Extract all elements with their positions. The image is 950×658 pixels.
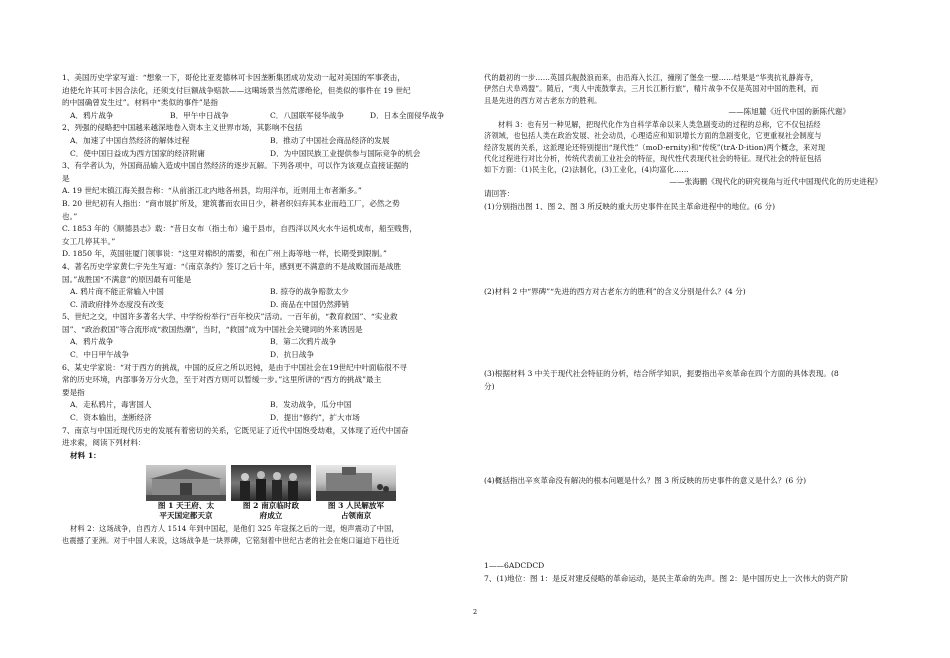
q6-line: 6、某史学家说：“对于西方的挑战，中国的反应之所以迟钝，是由于中国社会在19世纪中叶面临很不寻: [62, 362, 407, 372]
material3-line: 经济发展的关系，这派理论还特别提出“现代性”（moD·ernity)和“传统”(trA·D·ition)两个概念，来对现: [484, 142, 826, 152]
material2-source: ——陈旭麓《近代中国的新陈代谢》: [728, 107, 850, 117]
q3-line: 是: [62, 173, 70, 183]
q1-option-b: B．甲午中日战争: [170, 110, 229, 120]
figure-1-caption: 平天国定都天京: [159, 511, 213, 521]
subquestion-3: (3)根据材料 3 中关于现代社会特征的分析，结合所学知识，扼要指出辛亥革命在四个方面的具体表现。(8: [484, 369, 839, 379]
q4-option-d: D. 商品在中国仍然滞销: [270, 299, 349, 309]
q2-option-b: B．推动了中国社会商品经济的发展: [270, 135, 390, 145]
q4-option-a: A. 鸦片商不能正常输入中国: [70, 287, 164, 297]
material2-continued: 且是先进的西方对古老东方的胜利。: [484, 95, 602, 105]
figure-photos: [146, 465, 470, 521]
q1-line: 迫使允许其可卡因合法化，还须支付巨额战争赔款——这噶场景当然荒谬绝伦，但类似的事件在 19 世纪: [62, 85, 411, 95]
page-number: 2: [473, 608, 478, 616]
q3-line: 3、有学者认为，外国商品输入造成中国自然经济的逐步瓦解。下列各项中，可以作为该观点直接证据的: [62, 161, 409, 171]
q3-line: 也。”: [62, 211, 78, 221]
material3-line: 代化过程进行对比分析，传统代表前工业社会的特征，现代性代表现代社会的特征。现代社会的特征包括: [484, 154, 822, 164]
q3-line: D. 1850 年，英国驻厦门领事说：“这里对棉织的需要，和在广州上海等地一样，长期受到限制。”: [62, 249, 387, 259]
answer-space: [484, 488, 892, 560]
q5-options-row: [62, 349, 470, 362]
q1-line: 1、美国历史学家写道：“想象一下，哥伦比亚麦德林可卡因垄断集团成功发动一起对美国的军事袭击，: [62, 73, 405, 82]
figure-1-photo: [146, 465, 226, 501]
q3-line: C. 1853 年的《顺德县志》载：“昔日女布（指土布）遍于县市，自西洋以风火水牛运机成布，船至贱售，: [62, 224, 417, 234]
answer-key: 7、(1)地位：图 1：是反对建反侵略的革命运动，是民主革命的先声。图 2：是中国历史上一次伟大的资产阶: [484, 573, 849, 583]
answer-key: 1——6ADCDCD: [484, 561, 545, 570]
q4-option-c: C. 清政府排外态度没有改变: [70, 299, 164, 309]
subquestion-1: (1)分别指出图 1、图 2、图 3 所反映的重大历史事件在民主革命进程中的地位。(6 分): [484, 202, 776, 212]
figure-2-photo: [231, 465, 311, 501]
q4-options-row: [62, 286, 470, 299]
q6-option-b: B．发动战争，瓜分中国: [270, 400, 352, 410]
q3-line: 女工几停其半。”: [62, 236, 116, 246]
q4-line: 4、著名历史学家黄仁宇先生写道：“《南京条约》签订之后十年，感到更不满意的不是战败国而是战胜: [62, 261, 402, 271]
q4-option-b: B. 掠夺的战争赔款太少: [270, 287, 349, 297]
subquestion-4: (4)概括指出辛亥革命没有解决的根本问题是什么？图 3 所反映的历史事件的意义是什么？(6 分): [484, 476, 807, 486]
q2-option-a: A．加速了中国自然经济的解体过程: [70, 135, 190, 145]
material2-line: 也震撼了亚洲。对于中国人来说，这场战争是一块界碑，它铭刻着中世纪古老的社会在炮口逼迫下趋往近: [62, 535, 400, 545]
q1-options: [62, 110, 470, 123]
q5-option-b: B．第二次鸦片战争: [270, 337, 337, 347]
q7-line: 7、南京与中国近现代历史的发展有着密切的关系，它既见证了近代中国饱受劫难，又体现了近代中国奋: [62, 425, 409, 435]
q2-option-c: C．使中国日益成为西方国家的经济附庸: [70, 148, 205, 158]
material2-line: 材料 2：这场战争，自西方人 1514 年到中国起，是他们 325 年寇探之后的一逞，炮声震动了中国，: [70, 524, 399, 534]
q1-option-c: C．八国联军侵华战争: [270, 110, 345, 120]
material3-line: 如下方面：（1)民主化，(2)法制化，(3)工业化，(4)均富化……: [484, 165, 689, 175]
subquestion-2: (2)材料 2 中“界碑”“先进的西方对古老东方的胜利”的含义分别是什么？(4 分): [484, 286, 746, 296]
answer-space: [484, 393, 892, 475]
left-column: [62, 72, 470, 546]
figure-2-caption: 图 2 南京临时政: [242, 501, 300, 511]
figure-1-caption: 图 1 天王府、太: [157, 501, 215, 511]
q5-options-row: [62, 336, 470, 349]
material3-line: 材料 3：也有另一种见解，把现代化作为自科学革命以来人类急剧变动的过程的总称，它不仅包括经: [498, 119, 821, 129]
q3-line: B. 20 世纪初有人指出：“商市展扩所及，建筑蕃而农田日少，耕者织妇弃其本业而趋工厂，必然之势: [62, 198, 400, 208]
q6-line: 要是指: [62, 387, 85, 397]
answer-prompt: 请回答：: [484, 189, 515, 199]
material3-line: 济领域，也包括人类在政治发展、社会动员，心理适应和知识增长方面的急剧变化，它更重视社会制度与: [484, 131, 822, 141]
material2-continued: 伊然白犬阜鸡盟”。随后，“夷人中流鼓掌去，三月长江断行旅”，精片战争不仅是英国对中国的胜利，而: [484, 84, 819, 94]
q6-option-d: D．提出“修约”，扩大市场: [270, 413, 360, 423]
figure-1: [146, 465, 226, 521]
q1-line: 的中国确曾发生过”。材料中“类似的事件”是指: [62, 98, 218, 108]
q3-line: A. 19 世纪末镇江海关报告称：“从前浙江北内地各州县，均用洋布，近则用土布者渐多。”: [62, 186, 362, 196]
right-column: [484, 72, 892, 585]
q5-line: 国”、“政治救国”等合流形成“救国热潮”，当时，“救国”成为中国社会关键词的外来诱因是: [62, 324, 363, 334]
q2-stem: 2、列强的侵略把中国越来越深地卷入资本主义世界市场，其影响不包括: [62, 123, 303, 133]
material2-continued: 代的最初的一步……英国兵舰鼓浪而来，由沿海入长江，撞削了堡垒一壁……结果是“华夷抗礼静海寺，: [484, 73, 819, 82]
q4-options-row: [62, 299, 470, 312]
material3-source: ——张海鹏《现代化的研究视角与近代中国现代化的历史进程》: [669, 176, 882, 186]
figure-2-caption: 府成立: [259, 511, 283, 521]
q6-option-c: C．资本输出，垄断经济: [70, 413, 152, 423]
q5-option-d: D．抗日战争: [270, 350, 315, 360]
q6-option-a: A．走私鸦片，毒害国人: [70, 400, 152, 410]
q6-options-row: [62, 412, 470, 425]
figure-3-caption: 占领南京: [340, 511, 372, 521]
q7-line: 进求索，阅读下列材料：: [62, 438, 146, 448]
q5-option-a: A．鸦片战争: [70, 337, 114, 347]
q6-options-row: [62, 399, 470, 412]
q5-option-c: C．中日甲午战争: [70, 350, 129, 360]
subquestion-3: 分): [484, 381, 495, 391]
q5-line: 5、世纪之交，中国许多著名大学、中学纷纷举行“百年校庆”活动。一百年前，“教育救国”、“实业救: [62, 312, 398, 322]
q2-options-row: [62, 148, 470, 161]
figure-3: [316, 465, 396, 521]
q2-options-row: [62, 135, 470, 148]
answer-space: [484, 298, 892, 368]
q1-option-a: A．鸦片战争: [70, 110, 114, 120]
figure-3-caption: 图 3 人民解放军: [327, 501, 385, 511]
figure-2: [231, 465, 311, 521]
q6-line: 常的历史环境，内部事务万分火急，至于对西方则可以暂缓一步。”这里所讲的“西方的挑战”最主: [62, 375, 382, 385]
q1-option-d: D．日本全面侵华战争: [370, 110, 445, 120]
q2-option-d: D．为中国民族工业提供参与国际竞争的机会: [270, 148, 421, 158]
answer-space: [484, 214, 892, 286]
material1-label: 材料 1：: [70, 450, 101, 460]
figure-3-photo: [316, 465, 396, 501]
q4-line: 国。”战胜国“不满意”的原因最有可能是: [62, 274, 192, 284]
